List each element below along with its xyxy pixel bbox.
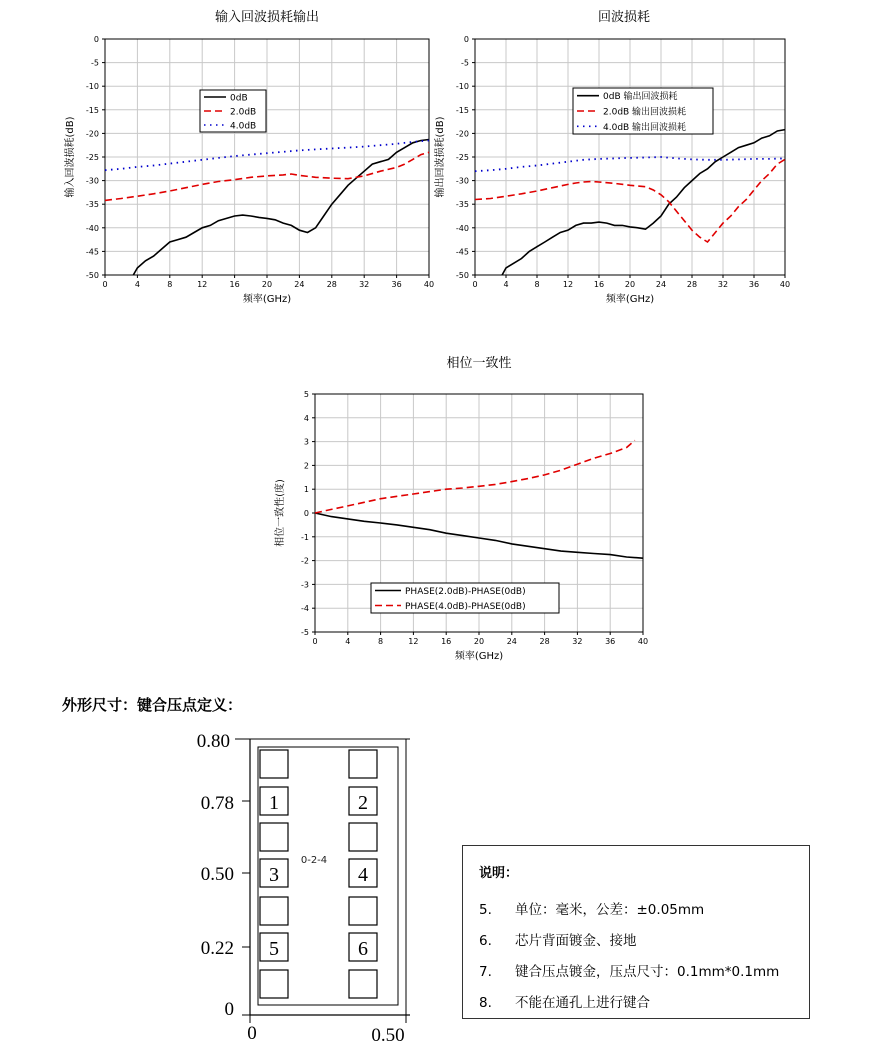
dim-y-label: 0.78 <box>200 793 234 814</box>
note-number: 8. <box>479 995 492 1011</box>
y-tick-label: -2 <box>301 556 309 566</box>
legend-label: PHASE(2.0dB)-PHASE(0dB) <box>405 587 526 597</box>
x-tick-label: 12 <box>408 637 419 646</box>
x-tick-label: 40 <box>779 280 791 289</box>
bond-pad-number: 4 <box>358 864 368 886</box>
legend-label: PHASE(4.0dB)-PHASE(0dB) <box>405 602 526 612</box>
y-tick-label: -50 <box>455 271 469 280</box>
y-tick-label: -5 <box>461 58 469 68</box>
x-tick-label: 12 <box>197 280 208 289</box>
dimension-section-title: 外形尺寸：键合压点定义： <box>62 696 243 714</box>
y-tick-label: 0 <box>303 509 309 518</box>
y-tick-label: 3 <box>303 437 309 447</box>
x-tick-label: 36 <box>748 280 760 289</box>
bond-pad <box>349 970 377 998</box>
x-tick-label: 16 <box>441 637 452 646</box>
y-tick-label: -15 <box>455 105 469 115</box>
x-tick-label: 4 <box>345 637 351 646</box>
y-axis-label: 相位一致性(度) <box>275 479 286 547</box>
chart-output-return-loss <box>425 28 815 318</box>
bond-pad-number: 3 <box>269 864 279 886</box>
x-tick-label: 16 <box>593 280 605 289</box>
y-tick-label: -45 <box>455 247 469 257</box>
legend-label: 2.0dB <box>230 107 257 118</box>
x-tick-label: 28 <box>539 637 550 646</box>
y-tick-label: -20 <box>85 129 99 139</box>
dim-x-label: 0.50 <box>371 1025 405 1046</box>
y-tick-label: -3 <box>301 580 309 590</box>
notes-title: 说明： <box>479 866 519 881</box>
x-tick-label: 4 <box>134 280 140 289</box>
x-tick-label: 32 <box>717 280 729 289</box>
legend-label: 4.0dB <box>230 121 257 132</box>
x-tick-label: 20 <box>261 280 273 289</box>
y-tick-label: 1 <box>303 485 309 495</box>
note-item <box>479 957 809 988</box>
y-tick-label: 0 <box>463 35 469 44</box>
y-axis-label: 输出回波损耗(dB) <box>435 116 446 198</box>
y-tick-label: -20 <box>455 129 469 139</box>
note-text: 芯片背面镀金、接地 <box>515 933 637 949</box>
x-tick-label: 0 <box>312 637 318 646</box>
y-tick-label: 5 <box>303 390 309 399</box>
y-tick-label: 4 <box>303 413 309 423</box>
chart-2-title: 回波损耗 <box>597 10 650 25</box>
x-tick-label: 16 <box>229 280 240 289</box>
legend-label: 2.0dB 输出回波损耗 <box>603 107 687 118</box>
bond-pad <box>260 750 288 778</box>
chip-outline-drawing <box>180 725 420 1055</box>
x-tick-label: 0 <box>102 280 108 289</box>
x-tick-label: 8 <box>378 637 384 646</box>
y-tick-label: -5 <box>91 58 99 68</box>
x-tick-label: 28 <box>686 280 698 289</box>
note-text: 单位：毫米，公差：±0.05mm <box>515 902 705 918</box>
y-tick-label: -10 <box>85 82 99 92</box>
notes-box <box>462 845 810 1019</box>
dim-x-label: 0 <box>247 1023 257 1044</box>
dim-y-label: 0.80 <box>196 731 230 752</box>
x-tick-label: 20 <box>473 637 485 646</box>
x-tick-label: 36 <box>391 280 402 289</box>
bond-pad <box>349 823 377 851</box>
x-axis-label: 频率(GHz) <box>242 294 292 305</box>
y-tick-label: -25 <box>455 153 469 162</box>
chart-input-return-loss <box>55 28 445 318</box>
chip-label: 0-2-4 <box>300 855 328 866</box>
bond-pad-number: 5 <box>269 938 279 960</box>
x-tick-label: 28 <box>326 280 337 289</box>
legend-label: 4.0dB 输出回波损耗 <box>603 122 687 133</box>
legend-label: 0dB 输出回波损耗 <box>603 92 678 103</box>
y-tick-label: -40 <box>455 223 469 233</box>
note-text: 键合压点镀金，压点尺寸：0.1mm*0.1mm <box>515 964 780 980</box>
y-tick-label: -5 <box>301 628 309 637</box>
x-tick-label: 24 <box>655 280 667 289</box>
y-tick-label: -10 <box>455 82 469 92</box>
x-axis-label: 频率(GHz) <box>605 294 655 305</box>
y-tick-label: -35 <box>455 200 469 210</box>
x-tick-label: 40 <box>423 280 435 289</box>
note-item <box>479 895 809 926</box>
note-item <box>479 926 809 957</box>
bond-pad <box>260 897 288 925</box>
x-tick-label: 24 <box>294 280 305 289</box>
x-tick-label: 20 <box>624 280 636 289</box>
y-tick-label: -30 <box>85 176 99 186</box>
chart-3-title: 相位一致性 <box>446 356 512 371</box>
bond-pad <box>260 970 288 998</box>
y-tick-label: 0 <box>93 35 99 44</box>
note-number: 5. <box>479 902 492 918</box>
y-tick-label: -1 <box>301 532 309 542</box>
bond-pad-number: 6 <box>358 938 368 960</box>
dim-y-label: 0.22 <box>200 938 234 959</box>
bond-pad-number: 2 <box>358 792 368 814</box>
y-tick-label: -40 <box>85 223 99 233</box>
y-tick-label: -50 <box>85 271 99 280</box>
note-text: 不能在通孔上进行键合 <box>515 995 650 1011</box>
note-number: 7. <box>479 964 492 980</box>
x-tick-label: 32 <box>359 280 370 289</box>
x-tick-label: 12 <box>562 280 574 289</box>
y-tick-label: -4 <box>301 604 309 614</box>
y-axis-label: 输入回波损耗(dB) <box>65 116 76 198</box>
x-tick-label: 0 <box>472 280 478 289</box>
y-tick-label: -45 <box>85 247 99 257</box>
chart-1-title: 输入回波损耗输出 <box>214 10 319 25</box>
chart-phase-consistency <box>265 382 665 677</box>
note-item <box>479 988 809 1019</box>
bond-pad-number: 1 <box>269 792 279 814</box>
y-tick-label: -15 <box>85 105 99 115</box>
legend-label: 0dB <box>230 93 248 104</box>
y-tick-label: 2 <box>303 461 309 471</box>
x-tick-label: 32 <box>572 637 583 646</box>
x-tick-label: 24 <box>506 637 517 646</box>
y-tick-label: -35 <box>85 200 99 210</box>
bond-pad <box>260 823 288 851</box>
x-tick-label: 4 <box>503 280 509 289</box>
note-number: 6. <box>479 933 492 949</box>
y-tick-label: -30 <box>455 176 469 186</box>
bond-pad <box>349 897 377 925</box>
dim-y-label: 0.50 <box>200 864 234 885</box>
x-tick-label: 8 <box>534 280 540 289</box>
bond-pad <box>349 750 377 778</box>
x-tick-label: 40 <box>637 637 649 646</box>
dim-y-label: 0 <box>224 999 234 1020</box>
x-tick-label: 36 <box>605 637 616 646</box>
x-axis-label: 频率(GHz) <box>454 651 504 662</box>
x-tick-label: 8 <box>167 280 173 289</box>
y-tick-label: -25 <box>85 153 99 162</box>
